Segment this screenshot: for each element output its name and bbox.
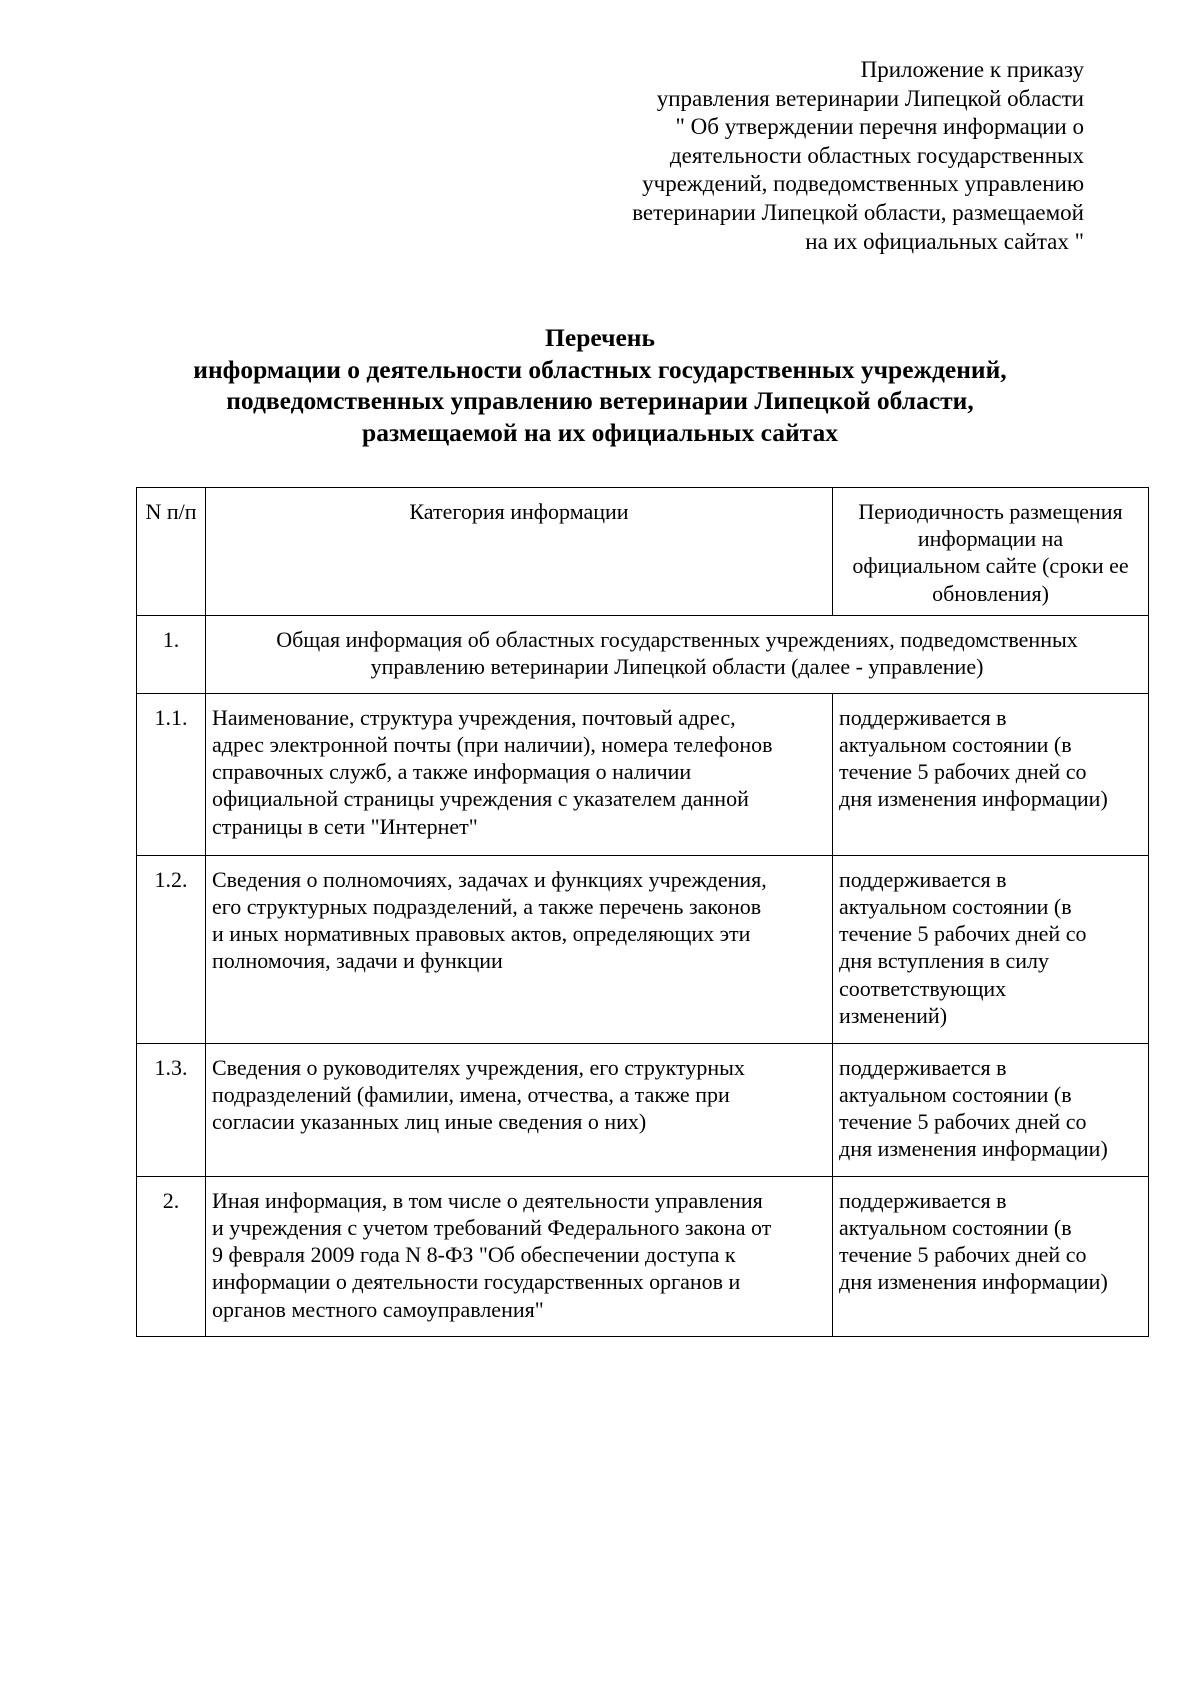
row-periodicity-cell <box>833 693 1149 855</box>
row-periodicity-line: течение 5 рабочих дней со <box>839 759 1087 785</box>
row-periodicity-line: поддерживается в <box>839 704 1007 730</box>
appendix-note <box>564 56 1084 256</box>
row-category-line: официальной страницы учреждения с указателем данной <box>212 786 749 812</box>
row-category-line: согласии указанных лиц иные сведения о них) <box>212 1109 647 1135</box>
appendix-line: ветеринарии Липецкой области, размещаемой <box>632 199 1084 225</box>
row-category-line: его структурных подразделений, а также перечень законов <box>212 894 762 920</box>
row-category-line: информации о деятельности государственных органов и <box>212 1269 741 1295</box>
row-periodicity-line: поддерживается в <box>839 1054 1007 1080</box>
row-category-cell <box>206 693 833 855</box>
row-periodicity-line: течение 5 рабочих дней со <box>839 921 1087 947</box>
row-category-line: и иных нормативных правовых актов, определяющих эти <box>212 921 751 947</box>
row-periodicity-cell <box>833 855 1149 1043</box>
information-list-table <box>136 487 1149 1337</box>
header-num-cell <box>137 488 206 616</box>
table-row <box>137 1176 1149 1336</box>
row-category-line: Иная информация, в том числе о деятельности управления <box>212 1187 763 1213</box>
row-num-cell <box>137 1176 206 1336</box>
row-category-line: Сведения о руководителях учреждения, его структурных <box>212 1054 745 1080</box>
row-category-cell <box>206 1043 833 1176</box>
row-category-cell <box>206 1176 833 1336</box>
header-periodicity-line: информации на <box>917 526 1064 552</box>
header-periodicity-line: Периодичность размещения <box>858 499 1123 524</box>
header-periodicity-cell <box>833 488 1149 616</box>
row-num-cell <box>137 1043 206 1176</box>
row-num: 1.1. <box>154 704 188 730</box>
table-row <box>137 693 1149 855</box>
row-periodicity-line: дня вступления в силу <box>839 948 1050 974</box>
row-num: 1.3. <box>154 1054 188 1080</box>
row-category-line: Наименование, структура учреждения, почтовый адрес, <box>212 704 736 730</box>
row-periodicity-line: дня изменения информации) <box>839 1136 1108 1162</box>
row-category-cell <box>206 855 833 1043</box>
header-category-cell <box>206 488 833 616</box>
row-periodicity-line: поддерживается в <box>839 1187 1007 1213</box>
row-category-line: подразделений (фамилии, имена, отчества, а также при <box>212 1082 730 1108</box>
row-periodicity-line: поддерживается в <box>839 866 1007 892</box>
row-category-line: полномочия, задачи и функции <box>212 948 503 974</box>
row-num-cell <box>137 693 206 855</box>
row-periodicity-line: актуальном состоянии (в <box>839 1215 1072 1241</box>
row-category-line: адрес электронной почты (при наличии), номера телефонов <box>212 732 773 758</box>
row-num: 2. <box>162 1187 180 1213</box>
section-num: 1. <box>162 626 180 652</box>
row-num-cell <box>137 855 206 1043</box>
title-line: Перечень <box>545 323 655 352</box>
row-num: 1.2. <box>154 866 188 892</box>
row-category-line: органов местного самоуправления" <box>212 1296 544 1322</box>
header-periodicity-line: официальном сайте (сроки ее <box>852 553 1129 579</box>
section-num-cell <box>137 615 206 693</box>
appendix-line: " Об утверждении перечня информации о <box>675 114 1084 140</box>
row-category-line: Сведения о полномочиях, задачах и функциях учреждения, <box>212 866 767 892</box>
section-title-cell <box>206 615 1149 693</box>
row-periodicity-line: дня изменения информации) <box>839 786 1108 812</box>
table-row <box>137 1043 1149 1176</box>
row-periodicity-cell <box>833 1043 1149 1176</box>
appendix-line: учреждений, подведомственных управлению <box>642 171 1084 197</box>
row-category-line: 9 февраля 2009 года N 8-ФЗ "Об обеспечении доступа к <box>212 1242 736 1268</box>
appendix-line: Приложение к приказу <box>860 57 1084 82</box>
row-periodicity-line: течение 5 рабочих дней со <box>839 1109 1087 1135</box>
row-periodicity-line: изменений) <box>839 1002 948 1028</box>
row-periodicity-line: актуальном состоянии (в <box>839 1082 1072 1108</box>
title-line: информации о деятельности областных государственных учреждений, <box>193 354 1007 384</box>
row-category-line: и учреждения с учетом требований Федерального закона от <box>212 1215 772 1241</box>
row-periodicity-line: актуальном состоянии (в <box>839 894 1072 920</box>
header-periodicity-line: обновления) <box>932 580 1049 606</box>
row-periodicity-line: актуальном состоянии (в <box>839 732 1072 758</box>
table-row <box>137 855 1149 1043</box>
section-row <box>137 615 1149 693</box>
appendix-line: на их официальных сайтах " <box>805 228 1084 254</box>
row-periodicity-cell <box>833 1176 1149 1336</box>
title-line: подведомственных управлению ветеринарии Липецкой области, <box>226 386 974 415</box>
row-periodicity-line: течение 5 рабочих дней со <box>839 1242 1087 1268</box>
row-category-line: справочных служб, а также информация о наличии <box>212 759 692 785</box>
section-title-line: управлению ветеринарии Липецкой области (далее - управление) <box>370 654 984 680</box>
header-num: N п/п <box>145 499 197 524</box>
appendix-line: управления ветеринарии Липецкой области <box>656 85 1084 111</box>
document-title <box>140 322 1060 448</box>
section-title-line: Общая информация об областных государственных учреждениях, подведомственных <box>276 626 1078 652</box>
title-line: размещаемой на их официальных сайтах <box>362 417 838 447</box>
table-header-row <box>137 488 1149 616</box>
row-periodicity-line: соответствующих <box>839 975 1007 1001</box>
row-periodicity-line: дня изменения информации) <box>839 1269 1108 1295</box>
row-category-line: страницы в сети "Интернет" <box>212 813 478 839</box>
appendix-line: деятельности областных государственных <box>669 142 1084 168</box>
header-category: Категория информации <box>409 499 629 524</box>
